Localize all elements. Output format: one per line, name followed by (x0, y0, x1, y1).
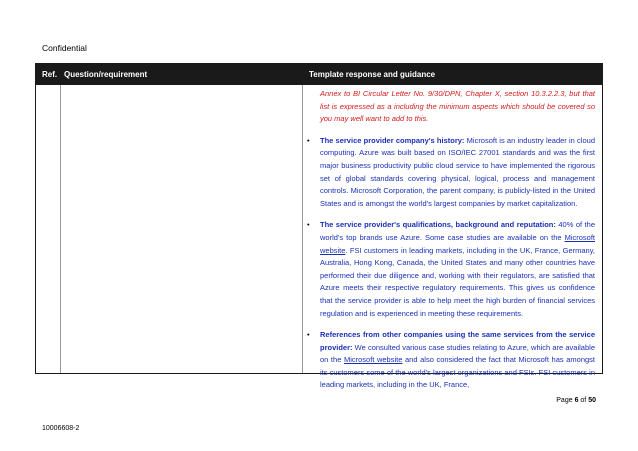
header-question: Question/requirement (64, 70, 148, 79)
page-number (556, 397, 596, 404)
template-response-cell (307, 88, 595, 392)
page-current: 6 (574, 397, 579, 404)
page-of: of (578, 397, 589, 404)
bullet-text: We consulted various case studies relating to Azure, which are available on the (320, 342, 595, 365)
bullet-icon: • (307, 135, 310, 145)
bullet-text: and also considered the fact that Microsoft has amongst its customers some of the world's largest organizations and FSIs. FSI customers in leading markets, including in the UK, France, (320, 355, 595, 390)
bullet-title: The service provider company's history: (320, 135, 465, 145)
header-template: Template response and guidance (309, 70, 436, 79)
page-total: 50 (588, 397, 596, 404)
list-item (307, 219, 595, 320)
microsoft-website-link[interactable]: Microsoft website (343, 355, 403, 365)
bullet-text: 40% of the world's top brands use Azure. Some case studies are available on the (320, 220, 596, 242)
bullet-icon: • (307, 330, 310, 340)
document-id: 10006608-2 (42, 425, 80, 432)
column-divider (60, 85, 61, 373)
list-item (307, 329, 595, 392)
requirements-table (35, 63, 603, 390)
table-header (36, 64, 602, 85)
bullet-title: The service provider's qualifications, background and reputation: (320, 220, 556, 230)
microsoft-website-link[interactable]: Microsoft website (320, 232, 595, 255)
bullet-icon: • (307, 220, 310, 230)
bullet-text: Microsoft is an industry leader in cloud computing. Azure was built based on ISO/IEC 27001 standards and was the first major business productivity public cloud service to have implemented the rigorous set of global standards covering physical, logical, process and management controls. Microsoft Corporation, the parent company, is publicly-listed in the United States and is amongst the world's largest companies by market capitalization. (320, 135, 595, 208)
bullet-text: . FSI customers in leading markets, including in the UK, France, Germany, Australia, Hong Kong, Canada, the United States and many other countries have performed their due diligence and, working with their regulators, are satisfied that Azure meets their respective regulatory requirements. This gives us confidence that the service provider is able to help meet the high burden of financial services regulation and is experienced in meeting these requirements. (320, 245, 595, 318)
confidential-label: Confidential (42, 43, 87, 53)
list-item (307, 135, 595, 211)
column-divider (302, 85, 303, 373)
header-ref: Ref. (42, 70, 58, 79)
bullet-title: References from other companies using the same services from the service provider: (320, 330, 595, 352)
page-prefix: Page (556, 397, 575, 404)
intro-text: Annex to BI Circular Letter No. 9/30/DPN, Chapter X, section 10.3.2.2.3, but that list is expressed as a including the minimum aspects which should be covered so you may well want to add to this. (320, 89, 595, 124)
